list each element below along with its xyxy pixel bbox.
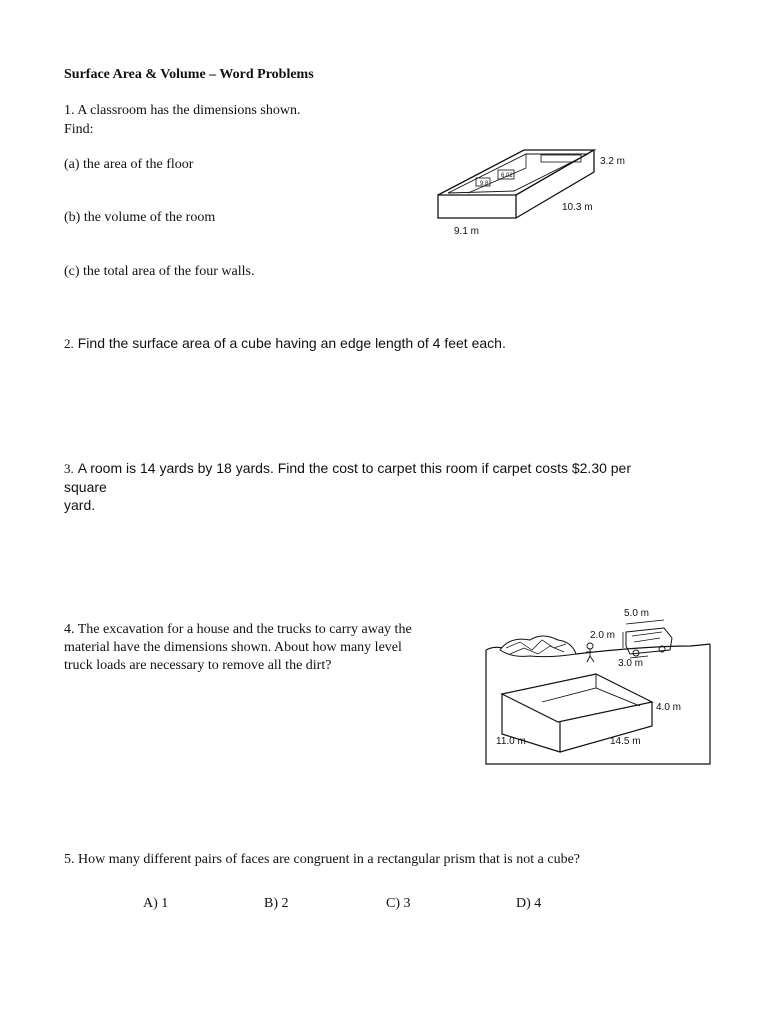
classroom-length-label: 10.3 m [562,202,593,213]
worksheet-title: Surface Area & Volume – Word Problems [64,67,314,82]
truck-height-label: 2.0 m [590,630,616,641]
question-1-number: 1. [64,103,75,118]
question-3-number: 3. [64,461,74,476]
question-2-text: Find the surface area of a cube having an edge length of 4 feet each. [77,335,506,351]
question-5: 5. How many different pairs of faces are congruent in a rectangular prism that is not a cube? [64,852,580,867]
classroom-figure [428,140,640,240]
pit-width-label: 11.0 m [496,736,526,747]
choice-b: B) 2 [264,896,289,911]
truck-length-label: 5.0 m [624,608,650,619]
excavation-figure [480,596,722,770]
question-4-line3: truck loads are necessary to remove all the dirt? [64,658,332,673]
svg-text:6.02: 6.02 [501,173,513,179]
question-2-number: 2. [64,336,74,351]
choice-d: D) 4 [516,896,542,911]
question-3-line1: A room is 14 yards by 18 yards. Find the cost to carpet this room if carpet costs $2.30 per [77,460,632,476]
question-4-line1: 4. The excavation for a house and the trucks to carry away the [64,622,412,637]
question-1c: (c) the total area of the four walls. [64,264,255,279]
pit-depth-label: 4.0 m [656,702,682,713]
question-4 [64,621,412,675]
classroom-width-label: 9.1 m [454,226,480,237]
question-1 [64,102,300,120]
truck-width-label: 3.0 m [618,658,644,669]
question-3-line3: yard. [64,497,96,513]
question-4-line2: material have the dimensions shown. About how many level [64,640,402,655]
pit-length-label: 14.5 m [610,736,641,747]
question-1b: (b) the volume of the room [64,210,216,225]
classroom-height-label: 3.2 m [600,156,626,167]
question-1-text: A classroom has the dimensions shown. [77,103,301,118]
question-1-find: Find: [64,122,94,137]
question-2 [64,334,506,353]
question-1a: (a) the area of the floor [64,157,194,172]
choice-a: A) 1 [143,896,169,911]
question-3-line2: square [64,479,107,495]
question-3 [64,459,704,514]
svg-text:9.8: 9.8 [480,181,489,187]
choice-c: C) 3 [386,896,411,911]
